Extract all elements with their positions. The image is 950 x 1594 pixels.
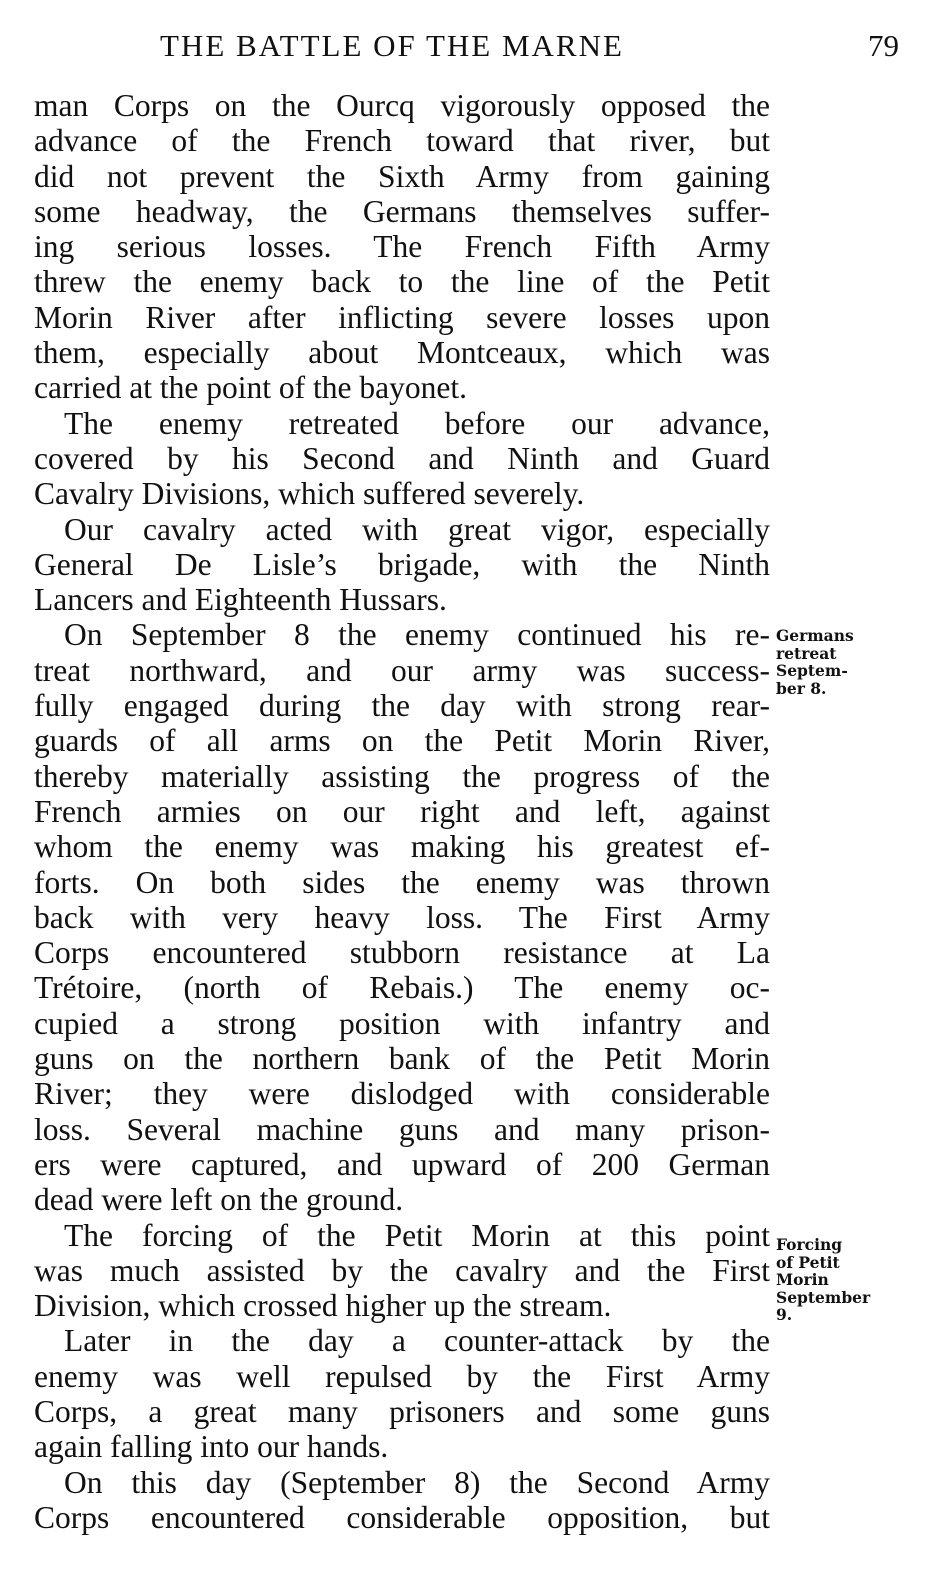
text-line: them, especially about Montceaux, which was — [34, 335, 770, 371]
text-line: advance of the French toward that river, but — [34, 123, 770, 159]
page-number: 79 — [868, 28, 899, 63]
text-line: On September 8 the enemy continued his re- — [64, 617, 770, 653]
text-line: On this day (September 8) the Second Army — [64, 1464, 770, 1500]
text-line: whom the enemy was making his greatest ef- — [34, 829, 770, 865]
text-line: The forcing of the Petit Morin at this point — [64, 1217, 770, 1253]
text-line: ers were captured, and upward of 200 German — [34, 1146, 770, 1182]
text-line: Morin River after inflicting severe losses upon — [34, 299, 770, 335]
text-line: back with very heavy loss. The First Army — [34, 899, 770, 935]
text-line: General De Lisle’s brigade, with the Ninth — [34, 546, 770, 582]
text-line: guns on the northern bank of the Petit Morin — [34, 1041, 770, 1077]
text-line: The enemy retreated before our advance, — [64, 405, 770, 441]
text-line: dead were left on the ground. — [34, 1182, 404, 1218]
margin-note-line: of Petit — [776, 1252, 840, 1272]
text-line: Cavalry Divisions, which suffered severely. — [34, 476, 585, 512]
text-line: Lancers and Eighteenth Hussars. — [34, 582, 447, 618]
margin-note — [776, 1236, 870, 1324]
text-line: Corps encountered considerable opposition, but — [34, 1499, 770, 1535]
text-line: covered by his Second and Ninth and Guard — [34, 440, 770, 476]
margin-note-line: Septem- — [776, 661, 848, 680]
text-line: French armies on our right and left, against — [34, 793, 770, 829]
text-line: Our cavalry acted with great vigor, especially — [64, 511, 770, 547]
margin-note-line: ber 8. — [776, 678, 827, 698]
text-line: thereby materially assisting the progress of the — [34, 758, 770, 794]
text-line: Corps, a great many prisoners and some guns — [34, 1393, 770, 1429]
text-line: did not prevent the Sixth Army from gaining — [34, 158, 770, 194]
text-line: cupied a strong position with infantry and — [34, 1005, 770, 1041]
text-line: threw the enemy back to the line of the Petit — [34, 264, 770, 300]
margin-note-line: retreat — [776, 643, 837, 663]
margin-note-line: Germans — [776, 626, 854, 645]
page-header — [0, 24, 950, 64]
text-line: treat northward, and our army was success- — [34, 652, 770, 688]
text-line: forts. On both sides the enemy was thrown — [34, 864, 770, 900]
running-head: THE BATTLE OF THE MARNE — [160, 28, 624, 63]
text-line: guards of all arms on the Petit Morin River, — [34, 723, 770, 759]
text-line: enemy was well repulsed by the First Army — [34, 1358, 770, 1394]
text-line: ing serious losses. The French Fifth Army — [34, 229, 770, 265]
text-line: Later in the day a counter-attack by the — [64, 1323, 770, 1359]
text-line: carried at the point of the bayonet. — [34, 370, 467, 406]
margin-note — [776, 627, 854, 697]
text-line: loss. Several machine guns and many prison- — [34, 1111, 770, 1147]
text-line: was much assisted by the cavalry and the First — [34, 1252, 770, 1288]
text-line: man Corps on the Ourcq vigorously opposed the — [34, 88, 770, 123]
text-line: again falling into our hands. — [34, 1429, 389, 1465]
margin-note-line: Morin — [776, 1270, 829, 1289]
text-line: Division, which crossed higher up the stream. — [34, 1288, 612, 1324]
margin-note-line: September — [776, 1287, 871, 1307]
margin-note-line: Forcing — [776, 1235, 843, 1254]
margin-note-line: 9. — [776, 1305, 793, 1324]
body-text — [34, 88, 770, 1535]
text-line: River; they were dislodged with considerable — [34, 1076, 770, 1112]
text-line: some headway, the Germans themselves suffer- — [34, 193, 770, 229]
text-line: Trétoire, (north of Rebais.) The enemy oc- — [34, 970, 770, 1006]
text-line: Corps encountered stubborn resistance at La — [34, 935, 770, 971]
text-line: fully engaged during the day with strong rear- — [34, 688, 770, 724]
